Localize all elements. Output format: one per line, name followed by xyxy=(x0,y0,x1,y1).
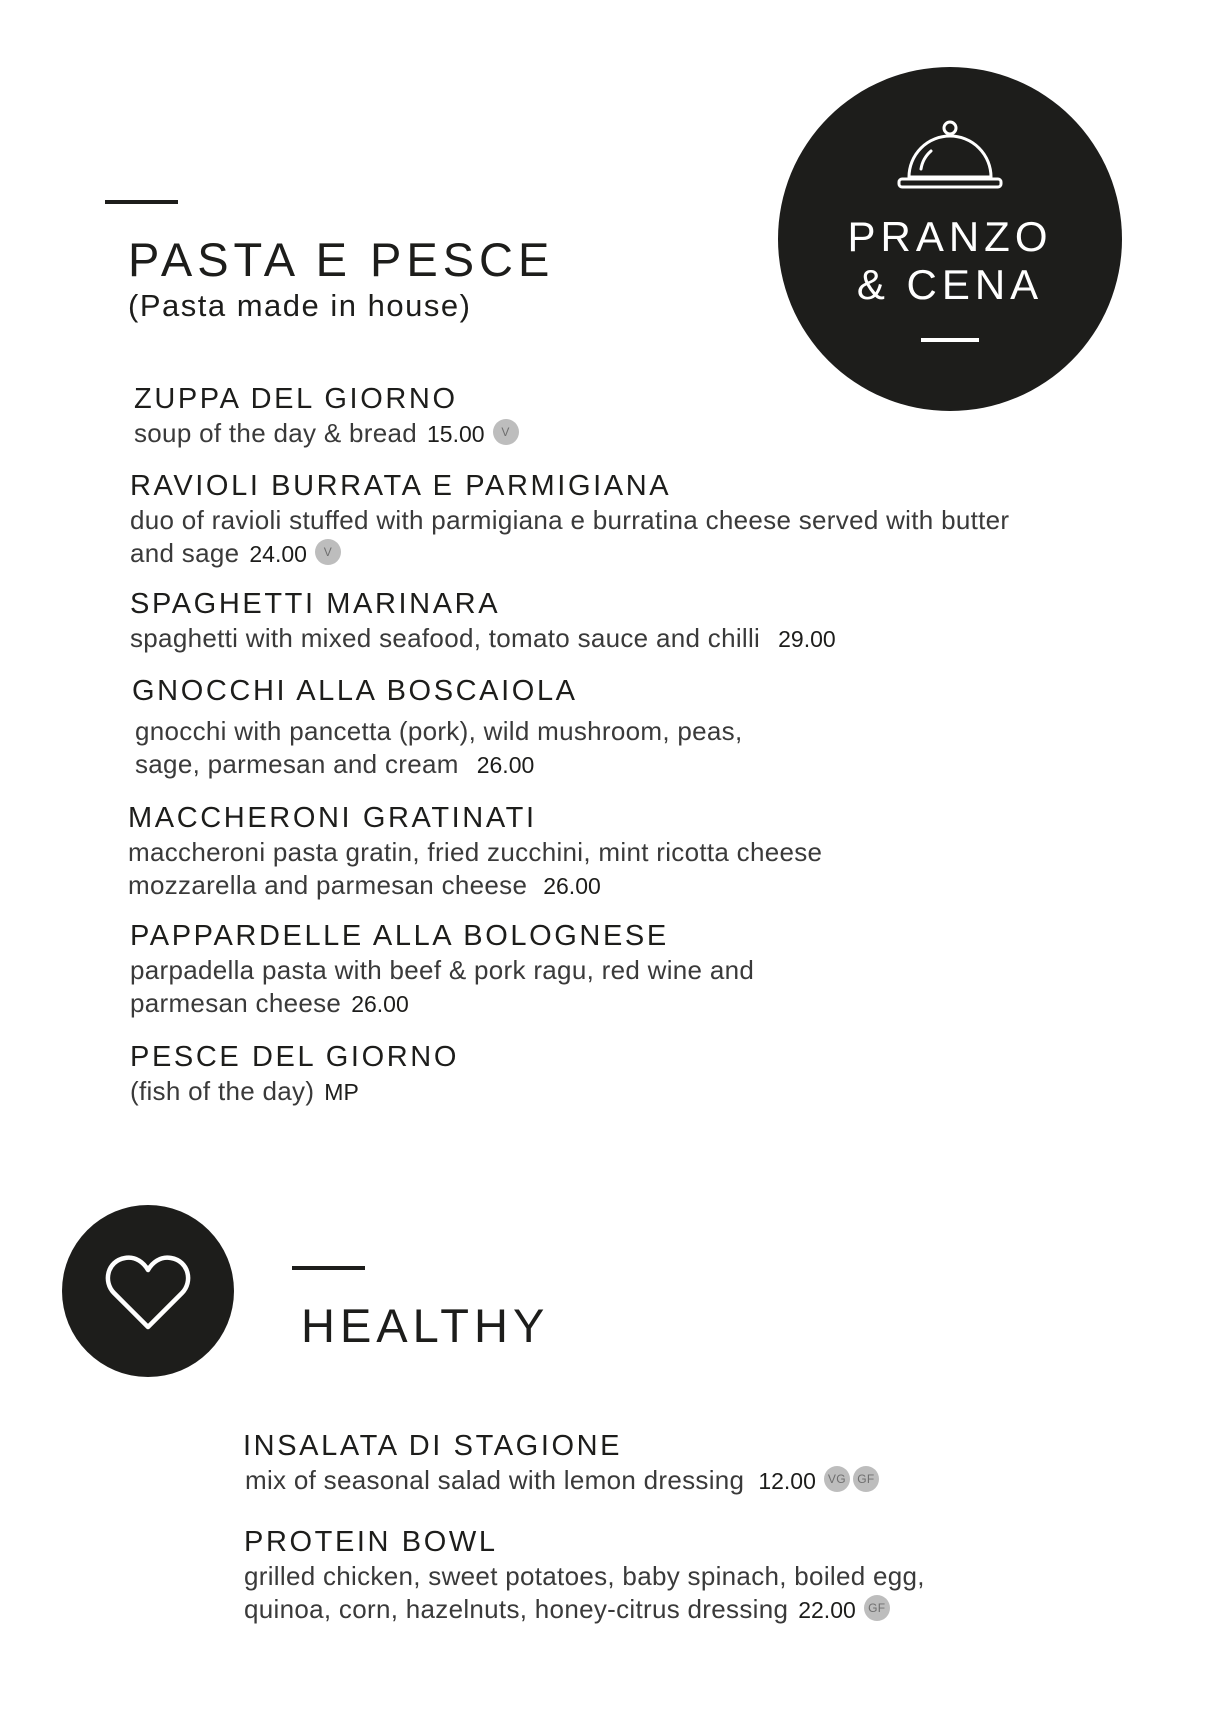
item-desc-line: sage, parmesan and cream xyxy=(135,749,459,779)
item-name: ZUPPA DEL GIORNO xyxy=(134,383,458,415)
dietary-tag: GF xyxy=(864,1595,890,1621)
badge-rule xyxy=(921,338,979,342)
menu-item xyxy=(130,586,836,656)
item-desc-line: maccheroni pasta gratin, fried zucchini, mint ricotta cheese xyxy=(128,837,823,867)
title-rule-healthy xyxy=(292,1266,365,1270)
section-title-healthy: HEALTHY xyxy=(301,1299,550,1352)
item-name: SPAGHETTI MARINARA xyxy=(130,588,501,620)
item-description xyxy=(130,504,1009,571)
item-desc-line: spaghetti with mixed seafood, tomato sauce and chilli xyxy=(130,623,761,653)
badge-line-2: & CENA xyxy=(856,261,1044,308)
item-desc-line: and sage xyxy=(130,538,240,568)
item-price: 26.00 xyxy=(543,873,601,899)
badge-line-1: PRANZO xyxy=(847,213,1053,260)
healthy-badge xyxy=(62,1205,234,1377)
menu-item xyxy=(134,381,519,451)
dietary-tag: VG xyxy=(824,1466,850,1492)
item-name: PROTEIN BOWL xyxy=(244,1526,498,1558)
item-name: RAVIOLI BURRATA E PARMIGIANA xyxy=(130,470,672,502)
item-price: 26.00 xyxy=(351,991,409,1017)
item-description xyxy=(135,715,743,782)
item-price: 29.00 xyxy=(778,626,836,652)
title-rule-pasta xyxy=(105,200,178,204)
cloche-icon xyxy=(895,117,1005,197)
item-price: 26.00 xyxy=(476,752,535,778)
item-desc-line: gnocchi with pancetta (pork), wild mushroom, peas, xyxy=(135,716,743,746)
menu-item xyxy=(244,1524,925,1627)
item-price: 22.00 xyxy=(798,1597,856,1623)
item-description xyxy=(130,1075,459,1109)
item-desc-line: parpadella pasta with beef & pork ragu, red wine and xyxy=(130,955,755,985)
item-price: 12.00 xyxy=(758,1468,816,1494)
item-desc-line: mozzarella and parmesan cheese xyxy=(128,870,528,900)
item-name: INSALATA DI STAGIONE xyxy=(243,1430,623,1462)
item-description xyxy=(134,417,519,451)
section-title-pasta: PASTA E PESCE xyxy=(128,233,555,286)
menu-item xyxy=(130,468,1009,571)
dietary-tag: V xyxy=(493,419,519,445)
item-description xyxy=(130,622,836,656)
item-description xyxy=(130,954,754,1021)
menu-item xyxy=(128,800,822,903)
item-desc-line: soup of the day & bread xyxy=(134,418,417,448)
dietary-tag: GF xyxy=(853,1466,879,1492)
item-desc-line: grilled chicken, sweet potatoes, baby spinach, boiled egg, xyxy=(244,1561,925,1591)
item-desc-line: quinoa, corn, hazelnuts, honey-citrus dressing xyxy=(244,1594,789,1624)
item-description xyxy=(128,836,822,903)
item-name: MACCHERONI GRATINATI xyxy=(128,802,537,834)
item-price: 15.00 xyxy=(427,421,485,447)
item-desc-line: mix of seasonal salad with lemon dressing xyxy=(245,1465,745,1495)
item-price: 24.00 xyxy=(249,541,307,567)
section-subtitle-pasta: (Pasta made in house) xyxy=(128,288,472,323)
dietary-tag: V xyxy=(315,539,341,565)
menu-item xyxy=(130,918,754,1021)
item-desc-line: (fish of the day) xyxy=(130,1076,315,1106)
item-name: PAPPARDELLE ALLA BOLOGNESE xyxy=(130,920,669,952)
item-name: GNOCCHI ALLA BOSCAIOLA xyxy=(132,675,578,707)
pranzo-cena-badge xyxy=(778,67,1122,411)
menu-item xyxy=(132,673,743,782)
item-desc-line: parmesan cheese xyxy=(130,988,342,1018)
item-price: MP xyxy=(324,1079,359,1105)
heart-icon xyxy=(105,1253,191,1333)
item-name: PESCE DEL GIORNO xyxy=(130,1041,459,1073)
item-desc-line: duo of ravioli stuffed with parmigiana e burratina cheese served with butter xyxy=(130,505,1010,535)
menu-item xyxy=(243,1428,879,1498)
item-description xyxy=(244,1560,925,1627)
menu-item xyxy=(130,1039,459,1109)
item-description xyxy=(245,1464,879,1498)
